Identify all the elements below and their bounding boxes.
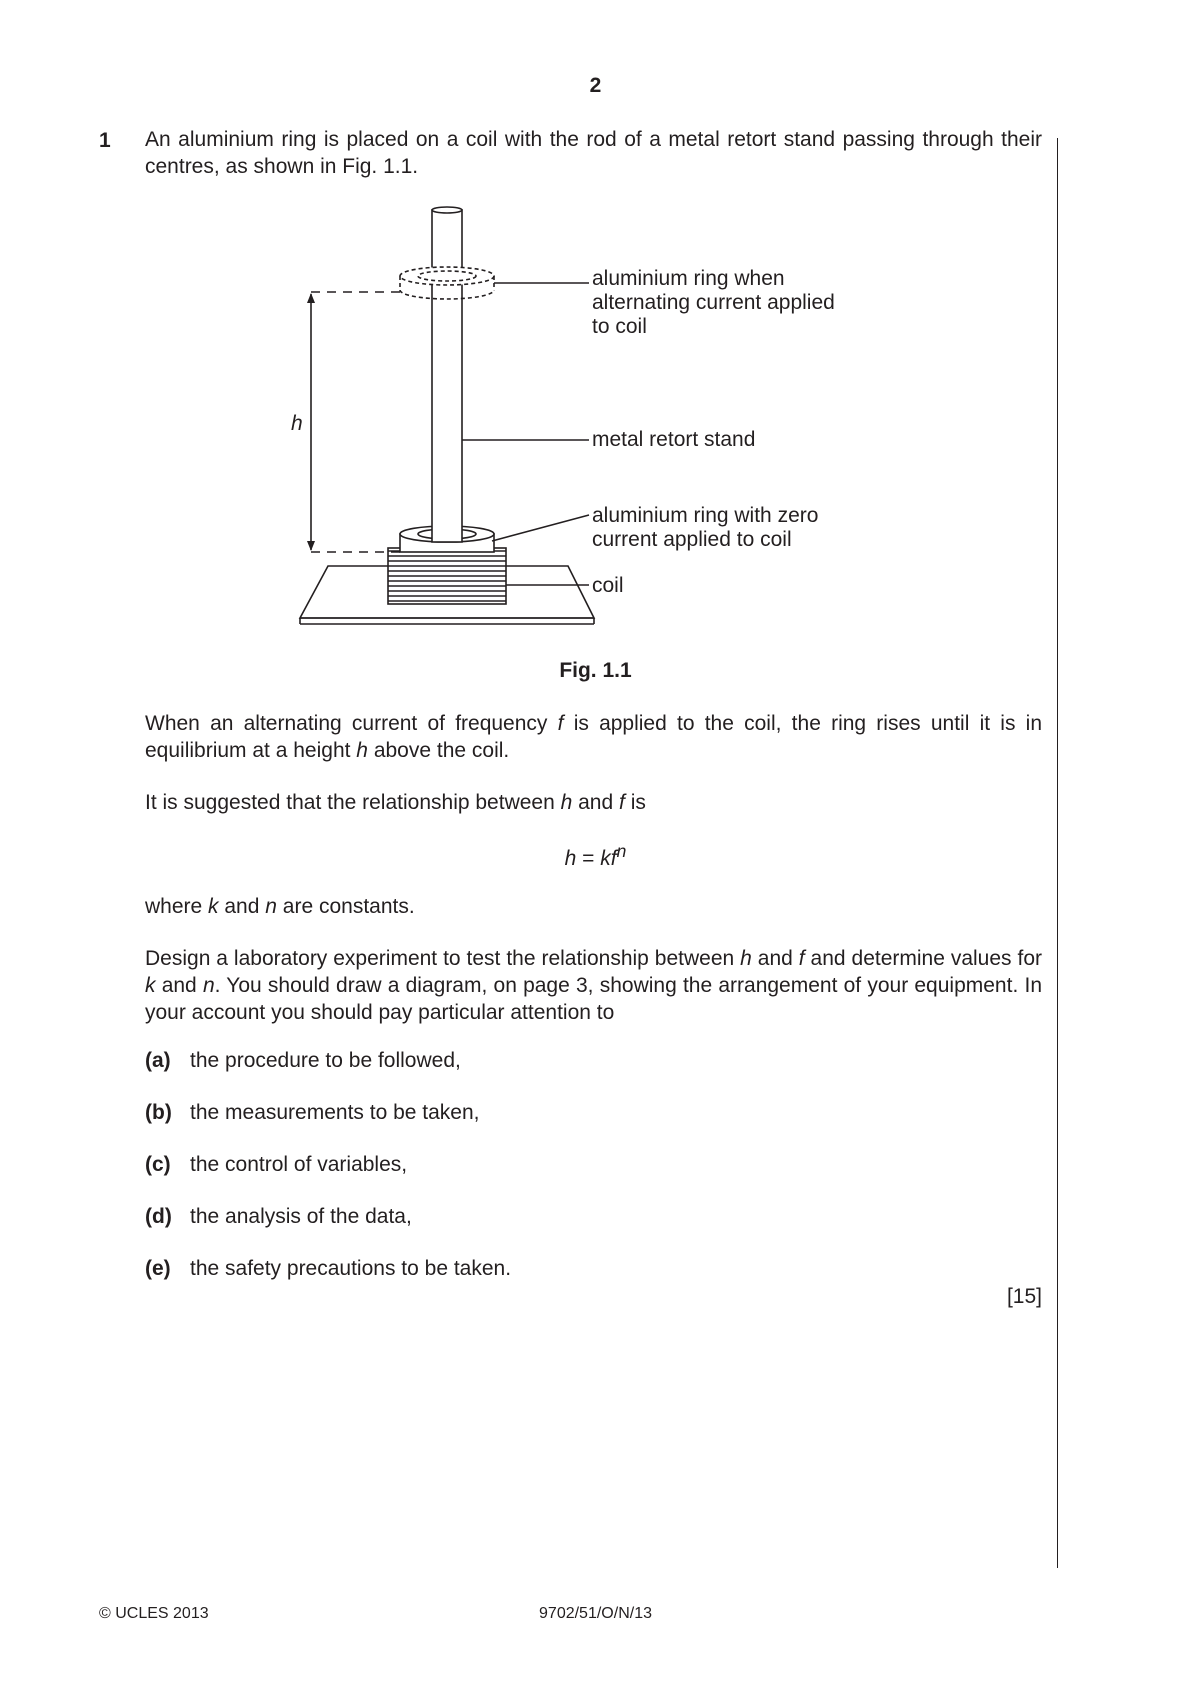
page-number: 2 xyxy=(589,74,602,97)
footer-copyright: © UCLES 2013 xyxy=(99,1605,209,1622)
label-raised-ring-2: alternating current applied xyxy=(592,291,835,314)
paragraph-3: where k and n are constants. xyxy=(145,895,415,918)
leader-rest-ring xyxy=(492,515,589,541)
list-item-b: (b) the measurements to be taken, xyxy=(145,1101,480,1124)
list-item-e: (e) the safety precautions to be taken. xyxy=(145,1257,512,1280)
footer-code: 9702/51/O/N/13 xyxy=(539,1605,652,1622)
paragraph-1: When an alternating current of frequency f is applied to the coil, the ring rises until it is in equilibrium at a height h above the coil. xyxy=(145,712,1043,762)
label-rest-ring-2: current applied to coil xyxy=(592,528,792,551)
marks: [15] xyxy=(1006,1285,1042,1308)
label-raised-ring-3: to coil xyxy=(592,315,647,338)
coil xyxy=(388,548,506,604)
retort-stand-rod xyxy=(432,210,462,542)
list-item-a: (a) the procedure to be followed, xyxy=(145,1049,461,1072)
list-item-c: (c) the control of variables, xyxy=(145,1153,408,1176)
paragraph-2: It is suggested that the relationship between h and f is xyxy=(145,791,646,814)
question-intro-text: An aluminium ring is placed on a coil with the rod of a metal retort stand passing through their centres, as shown in Fig. 1.1. xyxy=(145,128,1042,178)
figure-caption: Fig. 1.1 xyxy=(559,659,632,682)
figure-1-1 xyxy=(0,0,1191,700)
label-rest-ring-1: aluminium ring with zero xyxy=(592,504,819,527)
label-coil: coil xyxy=(592,574,624,597)
label-height: h xyxy=(291,412,303,435)
formula: $h = kf^n$ xyxy=(564,841,627,870)
question-number: 1 xyxy=(99,129,111,152)
list-item-d: (d) the analysis of the data, xyxy=(145,1205,412,1228)
paragraph-4: Design a laboratory experiment to test the relationship between h and f and determine values for k and n. You should draw a diagram, on page 3, showing the arrangement of your equipment. In your account you should pay particular attention to xyxy=(145,947,1042,1024)
label-stand: metal retort stand xyxy=(592,428,756,451)
label-raised-ring-1: aluminium ring when xyxy=(592,267,785,290)
